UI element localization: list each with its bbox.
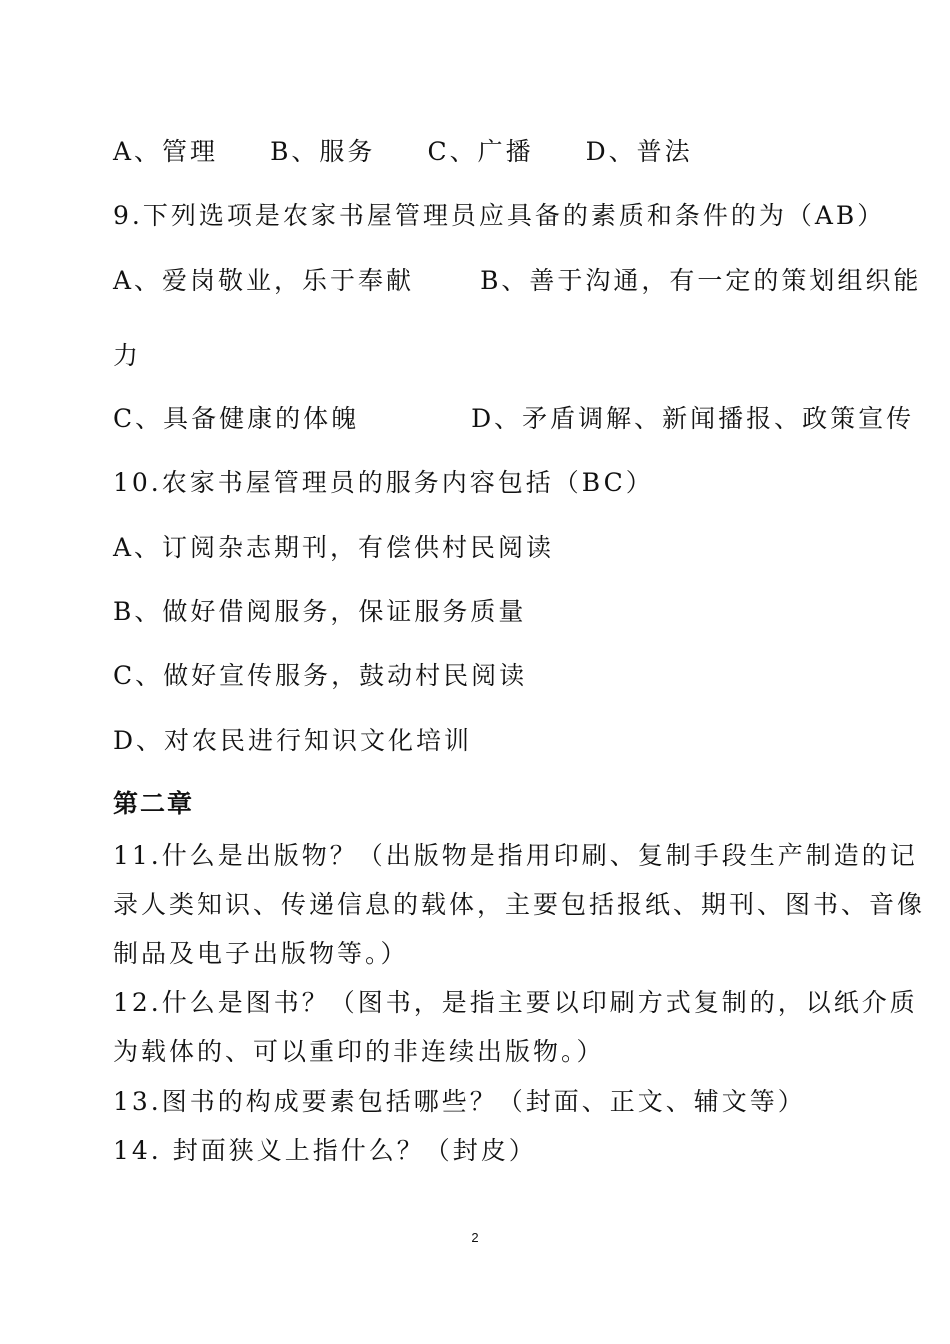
q8-option-d: D、普法 (585, 137, 693, 166)
q10-option-b: B、做好借阅服务，保证服务质量 (113, 597, 527, 626)
q13-line: 13.图书的构成要素包括哪些？（封面、正文、辅文等） (113, 1087, 806, 1116)
q9-option-b-continued: 力 (113, 341, 142, 370)
q9-option-a: A、爱岗敬业，乐于奉献 (113, 266, 415, 295)
q10-option-c: C、做好宣传服务，鼓动村民阅读 (113, 661, 528, 690)
q12-line-2: 为载体的、可以重印的非连续出版物。） (113, 1037, 605, 1066)
q9-option-c: C、具备健康的体魄 (113, 404, 360, 433)
q8-option-a: A、管理 (113, 137, 219, 166)
page-number: 2 (471, 1230, 479, 1245)
chapter-heading: 第二章 (113, 789, 195, 818)
q10-question: 10.农家书屋管理员的服务内容包括（BC） (113, 468, 654, 497)
q11-line-3: 制品及电子出版物等。） (113, 939, 409, 968)
q11-line-1: 11.什么是出版物？（出版物是指用印刷、复制手段生产制造的记 (113, 841, 918, 870)
q9-question: 9.下列选项是农家书屋管理员应具备的素质和条件的为（AB） (113, 201, 886, 230)
q11-line-2: 录人类知识、传递信息的载体，主要包括报纸、期刊、图书、音像 (113, 890, 926, 919)
q12-line-1: 12.什么是图书？（图书，是指主要以印刷方式复制的，以纸介质 (113, 988, 918, 1017)
q14-line: 14. 封面狭义上指什么？（封皮） (113, 1136, 537, 1165)
q8-options (113, 137, 693, 167)
q9-options-cd (113, 404, 914, 434)
q9-options-ab (113, 266, 921, 296)
q9-option-b: B、善于沟通，有一定的策划组织能 (480, 266, 922, 295)
q10-option-a: A、订阅杂志期刊，有偿供村民阅读 (113, 533, 555, 562)
q9-option-d: D、矛盾调解、新闻播报、政策宣传 (471, 404, 915, 433)
q8-option-c: C、广播 (427, 137, 534, 166)
q8-option-b: B、服务 (270, 137, 376, 166)
q10-option-d: D、对农民进行知识文化培训 (113, 726, 473, 755)
